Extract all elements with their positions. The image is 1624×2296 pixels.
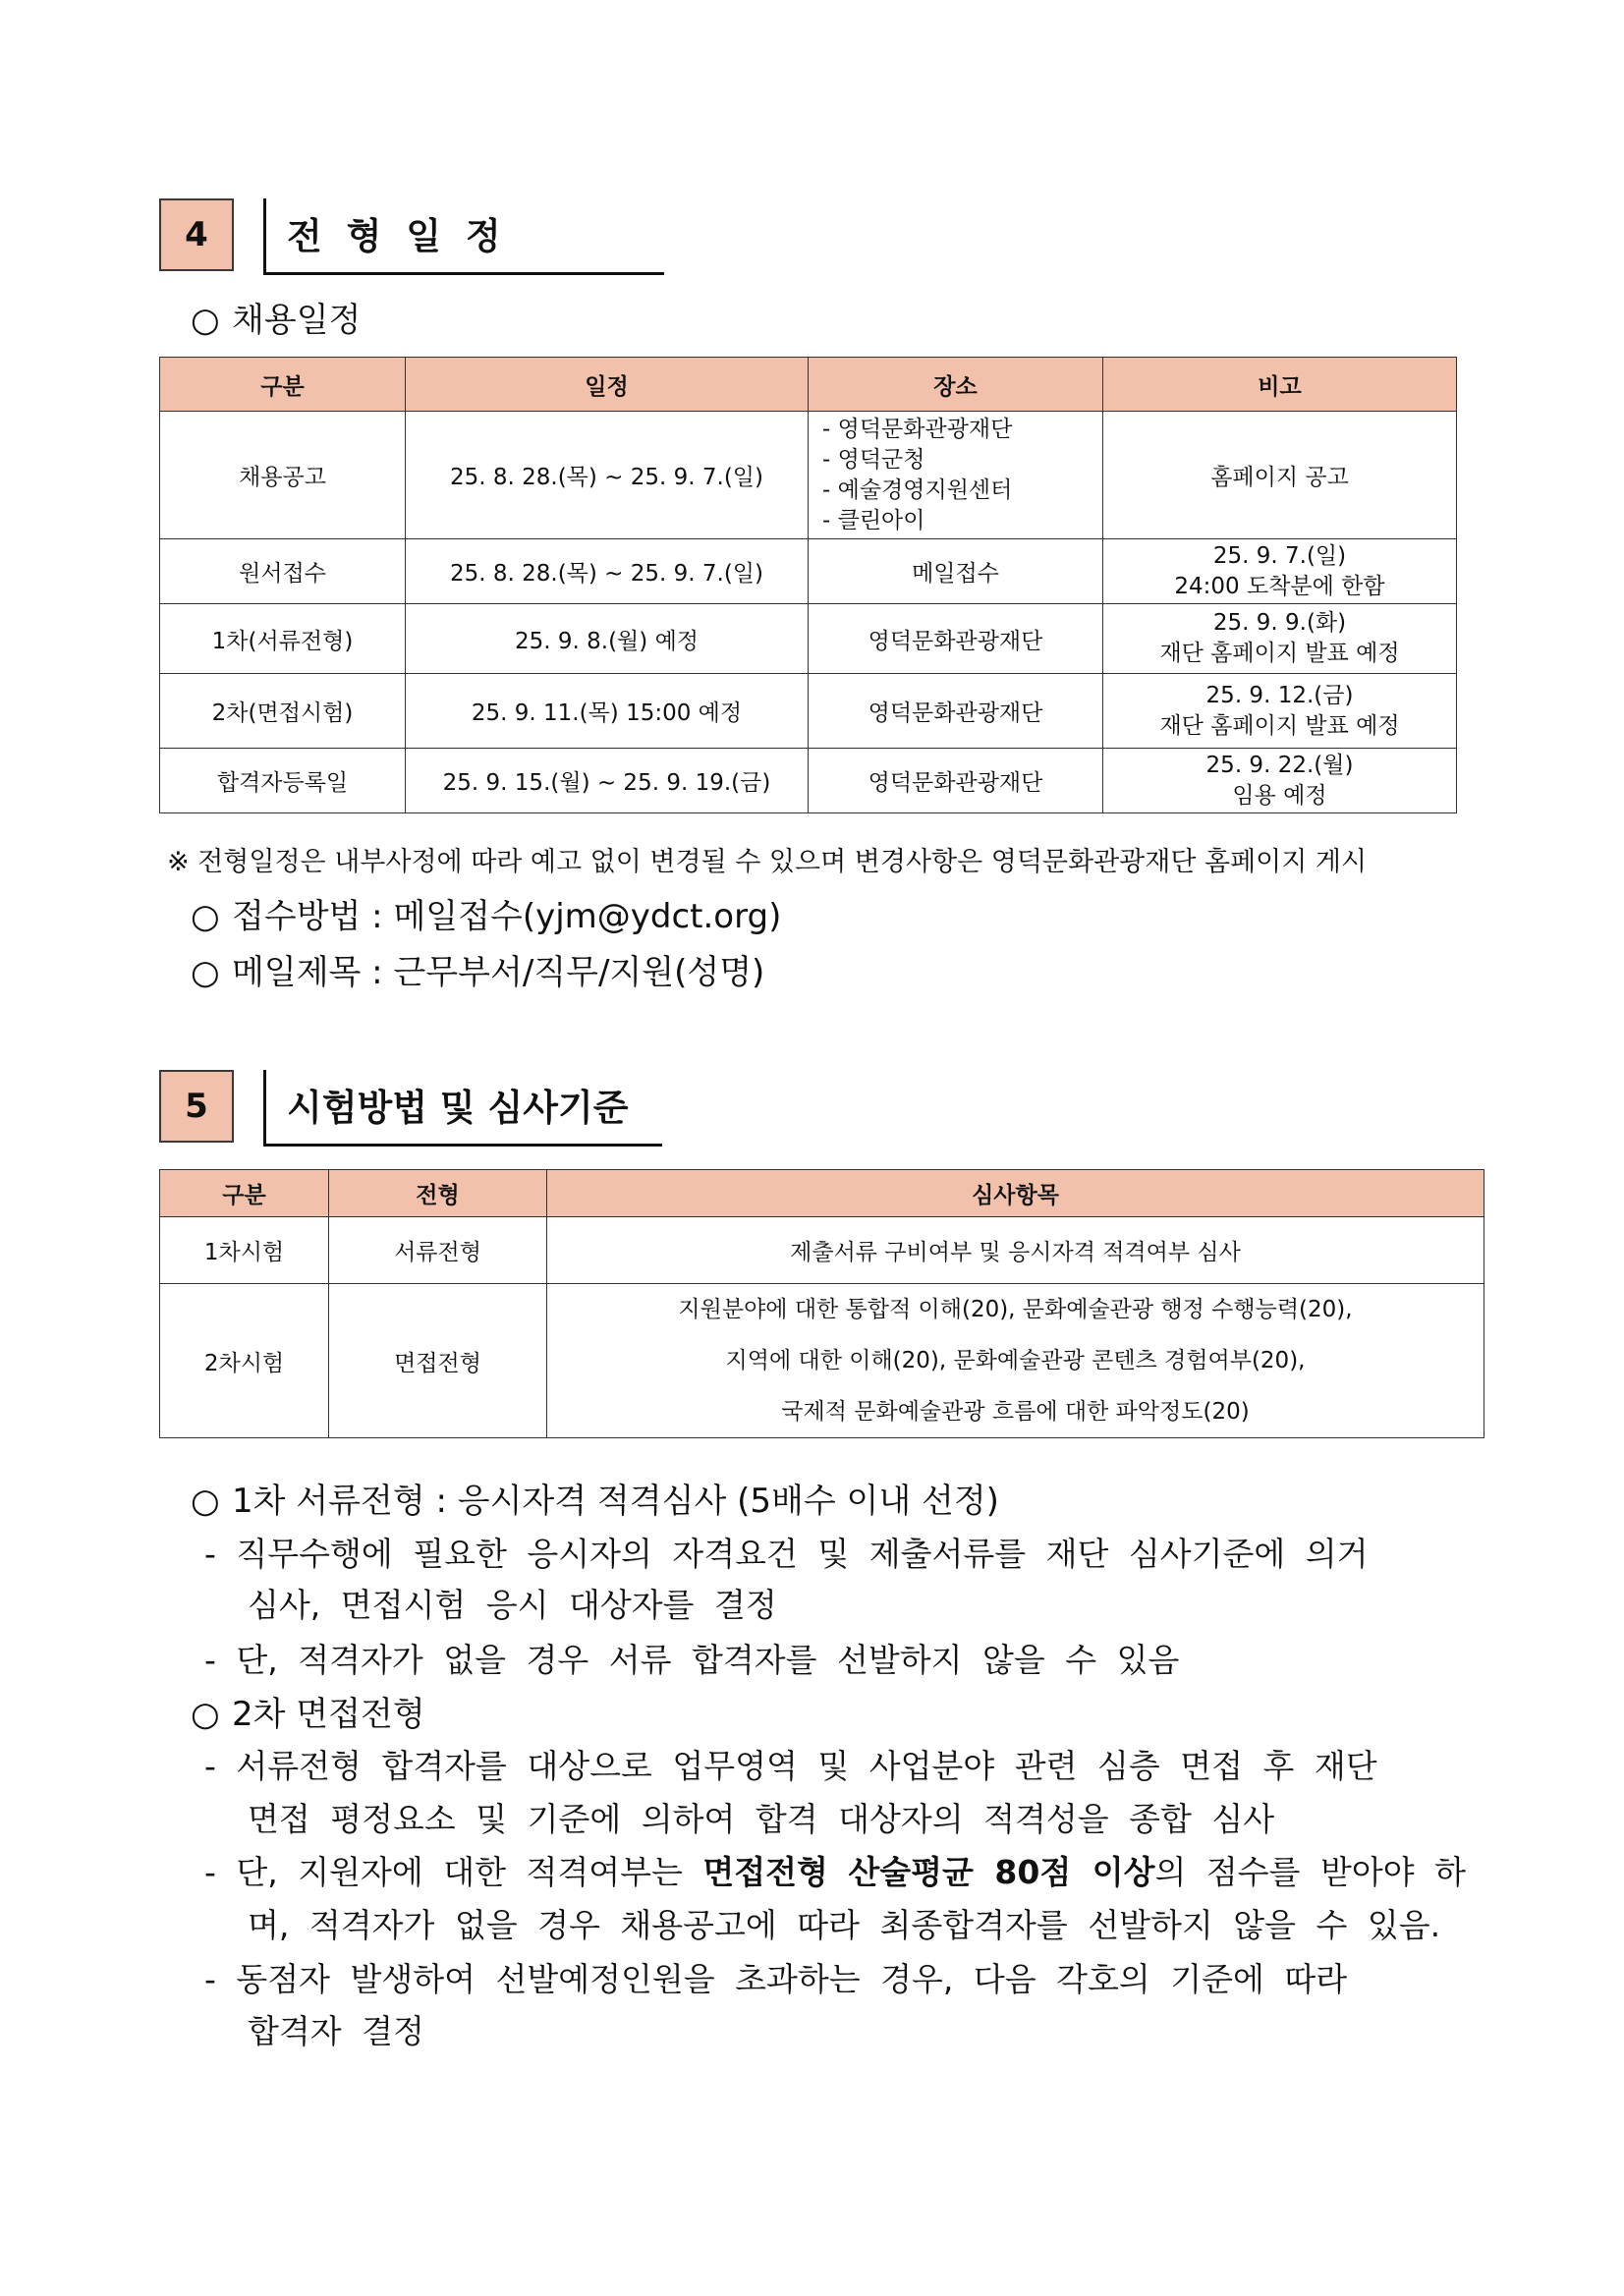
header-cell: 구분 <box>160 1170 329 1217</box>
header-cell: 구분 <box>160 358 406 412</box>
place-item: - 영덕군청 <box>822 446 925 473</box>
circle-bullet-icon: ○ <box>191 301 220 340</box>
place-item: - 영덕문화관광재단 <box>822 416 1013 442</box>
text-span: - 단, 지원자에 대한 적격여부는 <box>204 1853 703 1891</box>
cell-note <box>1103 604 1457 674</box>
circle-bullet-icon: ○ <box>191 897 220 936</box>
cell-items: 제출서류 구비여부 및 응시자격 적격여부 심사 <box>547 1217 1484 1284</box>
cell-date: 25. 9. 11.(목) 15:00 예정 <box>406 674 809 749</box>
section-number: 5 <box>159 1070 234 1143</box>
bullet-text: 채용일정 <box>232 301 362 340</box>
cell-place: 영덕문화관광재단 <box>809 749 1103 813</box>
cell-category: 2차(면접시험) <box>160 674 406 749</box>
table-row <box>160 1217 1484 1284</box>
section-number: 4 <box>159 198 234 271</box>
cell-category: 2차시험 <box>160 1284 329 1438</box>
section-title: 시험방법 및 심사기준 <box>287 1087 629 1129</box>
section-underline <box>263 272 664 275</box>
evaluation-table <box>159 1169 1484 1438</box>
cell-items <box>547 1284 1484 1438</box>
bullet-text: 2차 면접전형 <box>232 1695 425 1734</box>
cell-note <box>1103 539 1457 604</box>
note-line: 임용 예정 <box>1232 782 1327 809</box>
text-line-emphasis <box>204 1847 1466 1893</box>
bold-text: 면접전형 <box>702 1853 828 1891</box>
note-line: 24:00 도착분에 한함 <box>1174 573 1385 599</box>
schedule-notice: ※ 전형일정은 내부사정에 따라 예고 없이 변경될 수 있으며 변경사항은 영덕문화관광재단 홈페이지 게시 <box>167 847 1368 877</box>
bullet-subject <box>191 945 764 993</box>
cell-category: 채용공고 <box>160 412 406 539</box>
note-line: 재단 홈페이지 발표 예정 <box>1159 712 1400 739</box>
schedule-table <box>159 357 1457 813</box>
text-line: - 서류전형 합격자를 대상으로 업무영역 및 사업분야 관련 심층 면접 후 재단 <box>204 1747 1377 1785</box>
cell-place: 영덕문화관광재단 <box>809 674 1103 749</box>
table-row <box>160 539 1457 604</box>
cell-date: 25. 9. 8.(월) 예정 <box>406 604 809 674</box>
cell-place: 메일접수 <box>809 539 1103 604</box>
section-bar <box>263 1070 266 1147</box>
cell-note: 홈페이지 공고 <box>1103 412 1457 539</box>
section-title: 전 형 일 정 <box>287 215 507 257</box>
bold-text: 산술평균 80점 이상 <box>848 1853 1155 1891</box>
bullet-text: 메일제목 : 근무부서/직무/지원(성명) <box>232 953 765 992</box>
table-row <box>160 412 1457 539</box>
text-line: 심사, 면접시험 응시 대상자를 결정 <box>248 1586 777 1624</box>
place-item: - 클린아이 <box>822 507 925 533</box>
table-header-row <box>160 358 1457 412</box>
cell-date: 25. 8. 28.(목) ~ 25. 9. 7.(일) <box>406 412 809 539</box>
cell-category: 원서접수 <box>160 539 406 604</box>
table-header-row <box>160 1170 1484 1217</box>
item-line: 지역에 대한 이해(20), 문화예술관광 콘텐츠 경험여부(20), <box>725 1348 1306 1373</box>
bullet-first-stage <box>191 1474 999 1522</box>
text-line: 며, 적격자가 없을 경우 채용공고에 따라 최종합격자를 선발하지 않을 수 있음. <box>248 1906 1441 1944</box>
cell-type: 면접전형 <box>329 1284 547 1438</box>
circle-bullet-icon: ○ <box>191 1482 220 1521</box>
cell-place: 영덕문화관광재단 <box>809 604 1103 674</box>
text-line: - 동점자 발생하여 선발예정인원을 초과하는 경우, 다음 각호의 기준에 따라 <box>204 1960 1348 1998</box>
table-row <box>160 1284 1484 1438</box>
note-line: 25. 9. 9.(화) <box>1212 610 1347 636</box>
text-line: 면접 평정요소 및 기준에 의하여 합격 대상자의 적격성을 종합 심사 <box>248 1800 1275 1838</box>
cell-date: 25. 9. 15.(월) ~ 25. 9. 19.(금) <box>406 749 809 813</box>
cell-category: 1차시험 <box>160 1217 329 1284</box>
text-span: 의 점수를 받아야 하 <box>1154 1853 1466 1891</box>
header-cell: 비고 <box>1103 358 1457 412</box>
header-cell: 일정 <box>406 358 809 412</box>
cell-category: 합격자등록일 <box>160 749 406 813</box>
bullet-text: 1차 서류전형 : 응시자격 적격심사 (5배수 이내 선정) <box>232 1482 999 1521</box>
table-row <box>160 674 1457 749</box>
header-cell: 전형 <box>329 1170 547 1217</box>
header-cell: 심사항목 <box>547 1170 1484 1217</box>
note-line: 25. 9. 12.(금) <box>1205 682 1354 708</box>
bullet-text: 접수방법 : 메일접수(yjm@ydct.org) <box>232 897 782 936</box>
table-row <box>160 749 1457 813</box>
place-item: - 예술경영지원센터 <box>822 476 1013 503</box>
cell-place <box>809 412 1103 539</box>
cell-category: 1차(서류전형) <box>160 604 406 674</box>
bullet-method <box>191 889 781 937</box>
item-line: 국제적 문화예술관광 흐름에 대한 파악정도(20) <box>781 1399 1250 1425</box>
note-line: 25. 9. 22.(월) <box>1205 752 1354 778</box>
cell-date: 25. 8. 28.(목) ~ 25. 9. 7.(일) <box>406 539 809 604</box>
cell-note <box>1103 749 1457 813</box>
note-line: 재단 홈페이지 발표 예정 <box>1159 641 1400 666</box>
section-underline <box>263 1144 662 1147</box>
item-line: 지원분야에 대한 통합적 이해(20), 문화예술관광 행정 수행능력(20), <box>678 1297 1353 1322</box>
note-line: 25. 9. 7.(일) <box>1212 542 1347 569</box>
text-span <box>828 1853 849 1891</box>
text-line: 합격자 결정 <box>248 2012 424 2050</box>
bullet-second-stage <box>191 1687 425 1735</box>
circle-bullet-icon: ○ <box>191 953 220 992</box>
bullet-schedule <box>191 293 361 341</box>
header-cell: 장소 <box>809 358 1103 412</box>
text-line: - 직무수행에 필요한 응시자의 자격요건 및 제출서류를 재단 심사기준에 의거 <box>204 1535 1369 1573</box>
text-line: - 단, 적격자가 없을 경우 서류 합격자를 선발하지 않을 수 있음 <box>204 1641 1180 1679</box>
table-row <box>160 604 1457 674</box>
cell-note <box>1103 674 1457 749</box>
section-bar <box>263 198 266 275</box>
cell-type: 서류전형 <box>329 1217 547 1284</box>
circle-bullet-icon: ○ <box>191 1695 220 1734</box>
